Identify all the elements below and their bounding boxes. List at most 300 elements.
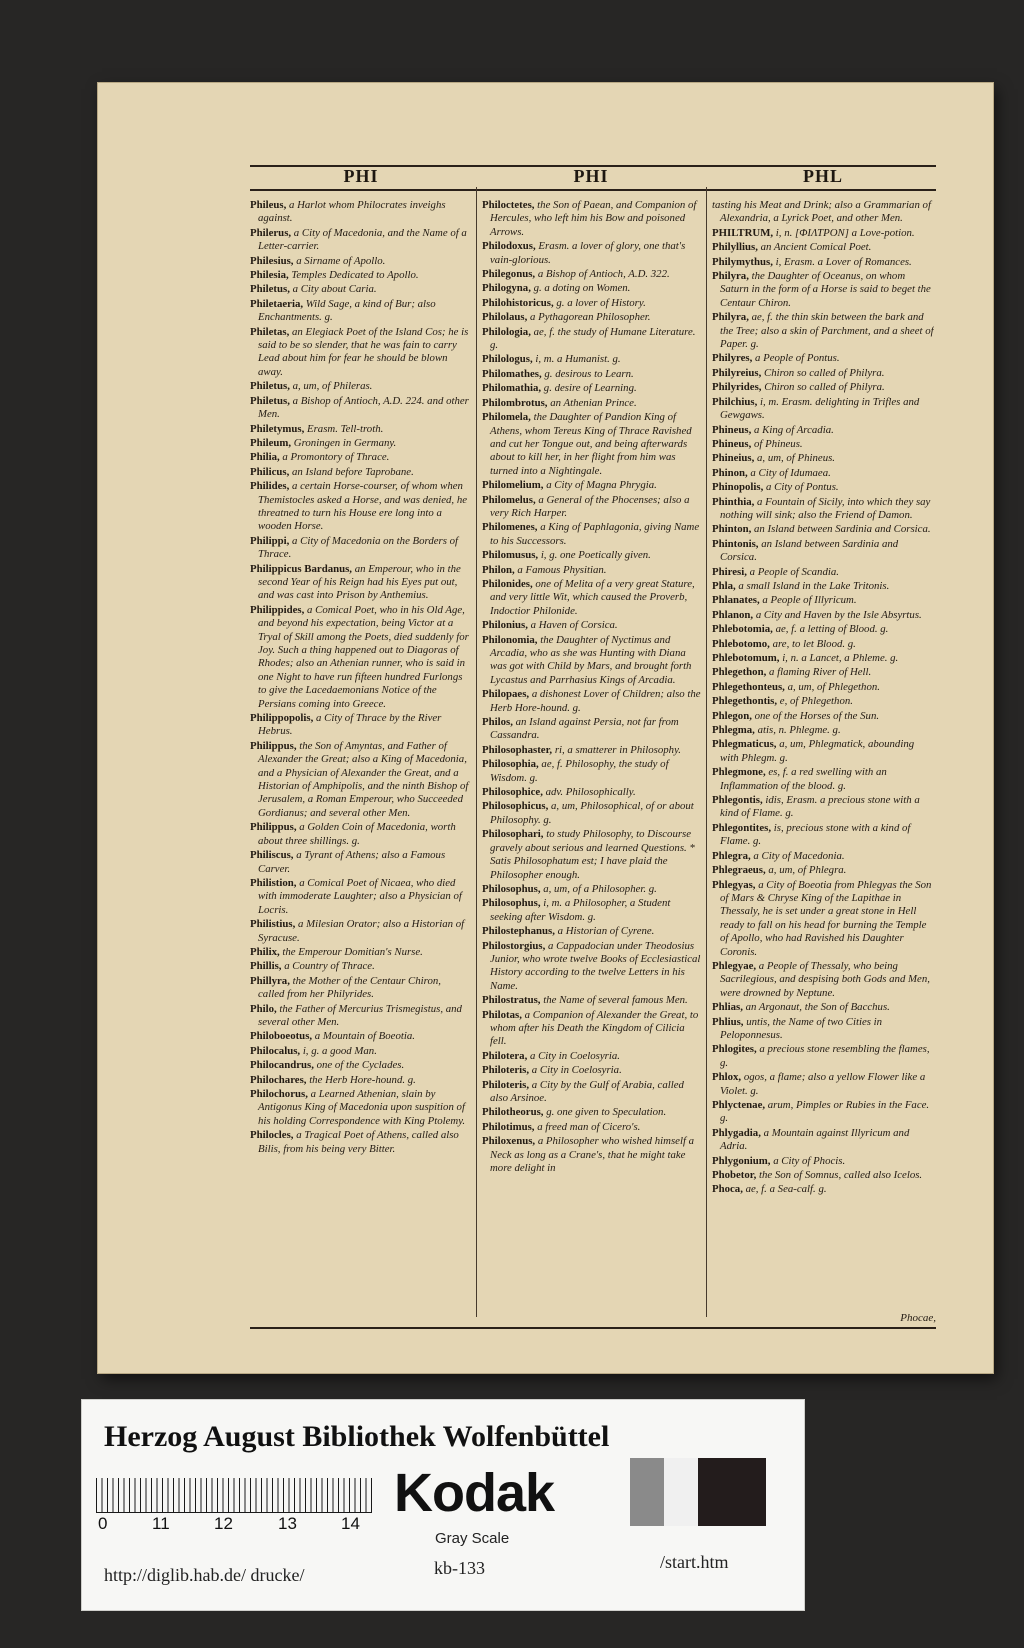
- entry-definition: a Fountain of Sicily, into which they say nothing will sink; also the Friend of Damon.: [720, 495, 931, 521]
- dictionary-entry: [250, 712, 470, 739]
- dictionary-entry: [250, 227, 470, 254]
- entry-definition: a City of Boeotia from Phlegyas the Son of Mars & Chryse King of the Lapithae in Thessaly, he is set under a great stone in Hell ready to fall on his head for burning the Temple of Apollo, who had Ravished his Daughter Coronis.: [720, 878, 932, 958]
- entry-definition: the Son of Amyntas, and Father of Alexander the Great; also a King of Macedonia, and a Physician of Alexander the Great, and a Historian of Amphipolis, and the ninth Bishop of Jerusalem, a Roman Emperour, who Succeeded Gordianus; and several other Men.: [258, 739, 469, 819]
- entry-definition: one of the Cyclades.: [316, 1059, 405, 1072]
- entry-definition: a precious stone resembling the flames, g.: [720, 1043, 930, 1069]
- dictionary-entry: [712, 367, 934, 380]
- entry-definition: the Daughter of Nyctimus and Arcadia, who as she was Hunting with Diana was got with Child by Mars, and brought forth Lycastus and Parrhasius Kings of Arcadia.: [490, 633, 692, 686]
- dictionary-entry: [482, 240, 702, 267]
- entry-definition: Erasm. Tell-troth.: [307, 422, 384, 435]
- dictionary-entry: [250, 563, 470, 603]
- entry-headword: Philyra,: [712, 270, 749, 283]
- dictionary-entry: [712, 695, 934, 708]
- dictionary-entry: [482, 1009, 702, 1049]
- entry-headword: Philistius,: [250, 918, 296, 931]
- dictionary-entry: [712, 580, 934, 593]
- dictionary-entry: [250, 960, 470, 973]
- entry-headword: Phlegon,: [712, 709, 752, 722]
- dictionary-entry: [250, 849, 470, 876]
- entry-headword: Phintonis,: [712, 537, 759, 550]
- entry-definition: one of Melita of a very great Stature, and very little Wit, which caused the Proverb, Indoctior Philonide.: [490, 577, 695, 617]
- entry-definition: a Philosopher who wished himself a Neck as long as a Crane's, that he might take more delight in: [490, 1135, 695, 1175]
- entry-headword: Phlanon,: [712, 608, 754, 621]
- entry-definition: es, f. a red swelling with an Inflammation of the blood. g.: [720, 766, 887, 792]
- entry-headword: Philonomia,: [482, 633, 538, 646]
- dictionary-entry: [712, 438, 934, 451]
- footer-rule: [250, 1327, 936, 1329]
- dictionary-entry: [712, 467, 934, 480]
- entry-headword: Philoteris,: [482, 1064, 530, 1077]
- entry-headword: Philosophaster,: [482, 743, 553, 756]
- entry-definition: e, of Phlegethon.: [779, 695, 853, 708]
- entry-definition: a Tyrant of Athens; also a Famous Carver.: [258, 849, 446, 875]
- entry-definition: Chiron so called of Philyra.: [764, 366, 885, 379]
- entry-headword: Philomenes,: [482, 521, 538, 534]
- entry-definition: a certain Horse-courser, of whom when Themistocles asked a Horse, and was denied, he threatned to turn his House ere long into a wooden Horse.: [258, 480, 468, 533]
- dictionary-entry: [250, 1030, 470, 1043]
- dictionary-entry: [482, 353, 702, 366]
- entry-definition: a Tragical Poet of Athens, called also Bilis, from his being very Bitter.: [258, 1129, 459, 1155]
- entry-definition: g. desire of Learning.: [543, 382, 637, 395]
- dictionary-entry: [250, 199, 470, 226]
- dictionary-entry: [712, 538, 934, 565]
- dictionary-entry: [482, 1050, 702, 1063]
- entry-definition: i, g. a good Man.: [302, 1044, 377, 1057]
- entry-headword: Philetaeria,: [250, 297, 304, 310]
- entry-headword: PHILTRUM,: [712, 226, 774, 239]
- entry-headword: Phlegontites,: [712, 821, 772, 834]
- entry-definition: the Mother of the Centaur Chiron, called from her Philyrides.: [258, 974, 441, 1001]
- entry-definition: a City of Magna Phrygia.: [546, 479, 657, 492]
- dictionary-entry: [482, 800, 702, 827]
- entry-headword: Philyreius,: [712, 366, 762, 379]
- entry-definition: g. a doting on Women.: [533, 282, 631, 295]
- entry-headword: Phlegethontis,: [712, 695, 778, 708]
- entry-definition: a, um, of a Philosopher. g.: [543, 882, 657, 895]
- entry-headword: Philix,: [250, 945, 280, 958]
- entry-definition: ae, f. a letting of Blood. g.: [775, 623, 889, 636]
- entry-headword: Philosophicus,: [482, 800, 549, 813]
- dictionary-entry: [482, 994, 702, 1007]
- dictionary-entry: [250, 1088, 470, 1128]
- entry-headword: Phlebotomo,: [712, 637, 770, 650]
- entry-headword: Philymythus,: [712, 255, 773, 268]
- entry-headword: Phineius,: [712, 452, 755, 465]
- entry-headword: Philoctetes,: [482, 199, 535, 211]
- entry-headword: Phlegra,: [712, 849, 751, 862]
- dictionary-entry: [712, 396, 934, 423]
- dictionary-entry: [250, 283, 470, 296]
- entry-headword: Philostorgius,: [482, 939, 546, 952]
- dictionary-entry: [482, 883, 702, 896]
- entry-definition: ae, f. the study of Humane Literature. g.: [490, 325, 696, 352]
- dictionary-entry: [482, 634, 702, 688]
- entry-headword: Philistion,: [250, 876, 297, 889]
- dictionary-entry: [482, 758, 702, 785]
- entry-definition: a City and Haven by the Isle Absyrtus.: [755, 608, 922, 621]
- entry-definition: a People of Thessaly, who being Sacrilegious, and despising both Gods and Men, were drowned by Neptune.: [720, 959, 930, 999]
- entry-definition: a Milesian Orator; also a Historian of Syracuse.: [258, 918, 465, 944]
- dictionary-entry: [250, 1045, 470, 1058]
- gray-scale-swatches: [630, 1458, 766, 1526]
- entry-definition: of Phineus.: [754, 437, 803, 450]
- dictionary-entry: [712, 822, 934, 849]
- dictionary-entry: [250, 1074, 470, 1087]
- dictionary-entry: [712, 1183, 934, 1196]
- entry-definition: a City of Macedonia on the Borders of Thrace.: [258, 534, 459, 561]
- entry-definition: atis, n. Phlegme. g.: [757, 724, 841, 737]
- dictionary-entry: [712, 311, 934, 351]
- entry-definition: a General of the Phocenses; also a very Rich Harper.: [490, 493, 690, 519]
- dictionary-entry: [712, 652, 934, 665]
- entry-headword: Phobetor,: [712, 1169, 757, 1182]
- dictionary-entry: [482, 786, 702, 799]
- entry-headword: Philippopolis,: [250, 712, 314, 725]
- entry-headword: Philocalus,: [250, 1044, 301, 1057]
- dictionary-entry: [712, 352, 934, 365]
- entry-definition: a People of Pontus.: [755, 352, 840, 365]
- dictionary-entry: [482, 744, 702, 757]
- entry-headword: Philotera,: [482, 1049, 528, 1062]
- dictionary-entry: [712, 1099, 934, 1126]
- entry-headword: Philippus,: [250, 821, 297, 834]
- entry-headword: Philombrotus,: [482, 396, 548, 409]
- dictionary-entry: [250, 480, 470, 534]
- entry-headword: Phileum,: [250, 436, 292, 449]
- entry-headword: Philetus,: [250, 380, 290, 393]
- dictionary-entry: [482, 1064, 702, 1077]
- entry-headword: Philomela,: [482, 411, 531, 424]
- entry-definition: to study Philosophy, to Discourse gravely about serious and learned Questions. * Satis Philosophatum est; I have plaid the Philosopher enough.: [490, 828, 695, 881]
- entry-headword: Phinon,: [712, 466, 748, 479]
- entry-headword: Phiresi,: [712, 565, 747, 578]
- entry-headword: Philegonus,: [482, 268, 536, 281]
- entry-definition: a City of Pontus.: [766, 481, 839, 494]
- entry-definition: a City of Macedonia.: [753, 849, 845, 862]
- entry-headword: Phinton,: [712, 523, 752, 536]
- entry-definition: g. desirous to Learn.: [544, 367, 634, 380]
- dictionary-entry: [250, 395, 470, 422]
- dictionary-entry: [482, 494, 702, 521]
- column-head-3: PHL: [802, 166, 843, 186]
- dictionary-entry: [712, 850, 934, 863]
- entry-definition: a City of Idumaea.: [750, 466, 831, 479]
- dictionary-entry: [712, 1169, 934, 1182]
- entry-definition: i, Erasm. a Lover of Romances.: [775, 255, 912, 268]
- entry-headword: Philochares,: [250, 1073, 307, 1086]
- dictionary-entry: [482, 368, 702, 381]
- column-head-1: PHI: [343, 166, 379, 186]
- entry-headword: Philicus,: [250, 465, 290, 478]
- dictionary-entry: [250, 946, 470, 959]
- entry-headword: Philosophari,: [482, 828, 544, 841]
- entry-definition: a Historian of Cyrene.: [557, 925, 655, 938]
- entry-headword: Philetas,: [250, 325, 290, 338]
- dictionary-entry: [712, 623, 934, 636]
- entry-definition: a dishonest Lover of Children; also the Herb Hore-hound. g.: [490, 688, 701, 714]
- entry-definition: a freed man of Cicero's.: [537, 1120, 641, 1133]
- dictionary-entry: [250, 1003, 470, 1030]
- dictionary-entry: [482, 411, 702, 478]
- entry-headword: Philomelium,: [482, 479, 544, 492]
- dictionary-entry: [712, 794, 934, 821]
- dictionary-entry: [250, 821, 470, 848]
- entry-headword: Philoteris,: [482, 1078, 530, 1091]
- dictionary-entry: [250, 975, 470, 1002]
- dictionary-entry: [712, 424, 934, 437]
- entry-definition: a People of Illyricum.: [762, 594, 857, 607]
- entry-headword: Phineus,: [712, 423, 752, 436]
- dictionary-entry: [712, 609, 934, 622]
- entry-headword: Philostratus,: [482, 994, 541, 1007]
- entry-definition: untis, the Name of two Cities in Peloponnesus.: [720, 1015, 883, 1041]
- entry-headword: Philetus,: [250, 394, 290, 407]
- dictionary-entry: [482, 1106, 702, 1119]
- entry-headword: Philoxenus,: [482, 1135, 536, 1148]
- entry-headword: Philosophia,: [482, 758, 539, 771]
- entry-definition: i, g. one Poetically given.: [540, 549, 651, 562]
- entry-definition: tasting his Meat and Drink; also a Grammarian of Alexandria, a Lyrick Poet, and other Men.: [712, 199, 931, 225]
- dictionary-entry: [482, 619, 702, 632]
- entry-definition: a Golden Coin of Macedonia, worth about three shillings. g.: [258, 821, 456, 847]
- entry-definition: an Island against Persia, not far from Cassandra.: [490, 716, 679, 742]
- dictionary-entry: [482, 688, 702, 715]
- entry-headword: Philocandrus,: [250, 1059, 314, 1072]
- dictionary-entry: [250, 466, 470, 479]
- entry-definition: adv. Philosophically.: [545, 786, 636, 799]
- dictionary-entry: [712, 960, 934, 1000]
- dictionary-entry: [712, 879, 934, 959]
- entry-definition: a, um, of Phlegethon.: [787, 680, 880, 693]
- ruler-label: 13: [278, 1514, 297, 1533]
- dictionary-column-1: [250, 199, 470, 1319]
- entry-definition: the Daughter of Oceanus, on whom Saturn in the form of a Horse is said to beget the Centaur Chiron.: [720, 270, 931, 309]
- dictionary-entry: [250, 604, 470, 711]
- dictionary-entry: [712, 566, 934, 579]
- entry-headword: Philohistoricus,: [482, 296, 554, 309]
- entry-headword: Philippicus Bardanus,: [250, 562, 353, 575]
- page-text-block: [250, 165, 936, 1335]
- dictionary-entry: [712, 256, 934, 269]
- entry-headword: Phlias,: [712, 1001, 743, 1014]
- plate-id: kb-133: [434, 1558, 485, 1578]
- entry-definition: Groningen in Germany.: [293, 436, 397, 449]
- entry-definition: are, to let Blood. g.: [772, 637, 856, 650]
- entry-headword: Philchius,: [712, 395, 758, 408]
- entry-headword: Philosophus,: [482, 897, 541, 910]
- entry-headword: Phillis,: [250, 960, 282, 973]
- entry-definition: a Companion of Alexander the Great, to whom after his Death the Kingdom of Cilicia fell.: [490, 1008, 699, 1048]
- dictionary-entry: [482, 940, 702, 994]
- entry-definition: Erasm. a lover of glory, one that's vain-glorious.: [490, 240, 686, 266]
- dictionary-entry: [250, 437, 470, 450]
- dictionary-entry: [482, 326, 702, 353]
- entry-headword: Philosophice,: [482, 786, 543, 799]
- dictionary-entry: [712, 666, 934, 679]
- entry-headword: Philesius,: [250, 254, 294, 267]
- dictionary-entry: [712, 1001, 934, 1014]
- dictionary-entry: [250, 326, 470, 380]
- dictionary-entry: [482, 199, 702, 239]
- entry-definition: an Ancient Comical Poet.: [760, 241, 872, 254]
- library-title: Herzog August Bibliothek Wolfenbüttel: [104, 1420, 610, 1453]
- entry-headword: Philomathia,: [482, 382, 542, 395]
- dictionary-entry: [482, 716, 702, 743]
- dictionary-entry: [712, 710, 934, 723]
- entry-definition: an Athenian Prince.: [550, 396, 637, 409]
- entry-definition: a King of Paphlagonia, giving Name to his Successors.: [490, 521, 700, 547]
- entry-definition: g. one given to Speculation.: [546, 1106, 667, 1119]
- dictionary-entry: [712, 681, 934, 694]
- entry-definition: a Comical Poet, who in his Old Age, and beyond his expectation, being Victor at a Tryal of Skill among the Poets, died suddenly for Joy. Such a thing happened out to Diagoras of Rhodes; also an Athenian runner, who is said in one Night to have run fifteen hundred Furlongs to give the Lacedaemonians Notice of the Persians coming into Greece.: [258, 603, 469, 710]
- dictionary-entry: [712, 766, 934, 793]
- ruler-label: 0: [98, 1514, 108, 1533]
- dictionary-entry: [712, 381, 934, 394]
- dictionary-entry: [712, 270, 934, 310]
- entry-definition: the Emperour Domitian's Nurse.: [282, 945, 423, 958]
- entry-headword: Philoboeotus,: [250, 1030, 313, 1043]
- dictionary-entry: [250, 877, 470, 917]
- column-divider: [476, 187, 477, 1317]
- entry-headword: Philochorus,: [250, 1088, 308, 1100]
- gray-scale-label: Gray Scale: [435, 1530, 510, 1547]
- entry-definition: ae, f. a Sea-calf. g.: [745, 1183, 827, 1196]
- entry-definition: Wild Sage, a kind of Bur; also Enchantments. g.: [258, 297, 436, 324]
- dictionary-entry: [250, 1059, 470, 1072]
- dictionary-entry: [250, 298, 470, 325]
- entry-definition: a, um, of Phileras.: [292, 380, 373, 393]
- entry-definition: a flaming River of Hell.: [769, 666, 872, 679]
- entry-headword: Philetus,: [250, 283, 290, 296]
- entry-definition: an Island before Taprobane.: [292, 465, 414, 478]
- column-head-2: PHI: [573, 166, 609, 186]
- entry-headword: Philostephanus,: [482, 925, 555, 938]
- entry-headword: Phlegethonteus,: [712, 680, 785, 693]
- entry-definition: a Country of Thrace.: [284, 960, 375, 973]
- entry-definition: a City in Coelosyria.: [529, 1049, 620, 1062]
- entry-headword: Phineus,: [712, 437, 752, 450]
- dictionary-entry: [482, 1079, 702, 1106]
- entry-definition: a City by the Gulf of Arabia, called also Arsinoe.: [490, 1078, 684, 1104]
- entry-headword: Phlox,: [712, 1071, 742, 1084]
- entry-headword: Philosophus,: [482, 882, 541, 895]
- entry-headword: Philerus,: [250, 226, 292, 239]
- entry-definition: is, precious stone with a kind of Flame. g.: [720, 821, 911, 848]
- entry-definition: idis, Erasm. a precious stone with a kind of Flame. g.: [720, 794, 920, 820]
- entry-headword: Philocles,: [250, 1129, 294, 1142]
- entry-definition: the Daughter of Pandion King of Athens, whom Tereus King of Thrace Ravished and cut her Tongue out, and being afterwards about to kill her, in her flight from him was turned into a Nightingale.: [490, 411, 692, 477]
- entry-headword: Philo,: [250, 1002, 277, 1015]
- entry-definition: a People of Scandia.: [749, 565, 839, 578]
- dictionary-entry: [482, 479, 702, 492]
- entry-definition: a small Island in the Lake Tritonis.: [738, 579, 890, 592]
- entry-headword: Philippus,: [250, 739, 297, 752]
- entry-headword: Philon,: [482, 563, 515, 576]
- dictionary-entry: [482, 925, 702, 938]
- dictionary-entry: [712, 481, 934, 494]
- entry-headword: Phlogites,: [712, 1043, 757, 1056]
- entry-definition: the Herb Hore-hound. g.: [309, 1073, 416, 1086]
- entry-headword: Philodoxus,: [482, 240, 536, 253]
- entry-headword: Phlygadia,: [712, 1126, 761, 1139]
- entry-definition: the Name of several famous Men.: [543, 994, 688, 1007]
- dictionary-entry: [482, 828, 702, 882]
- header-rule-lower: [250, 189, 936, 191]
- entry-headword: Phlegethon,: [712, 666, 767, 679]
- entry-definition: an Elegiack Poet of the Island Cos; he is said to be so slender, that he was fain to carry Lead about him for fear he should be blown away.: [258, 325, 469, 378]
- dictionary-entry: [712, 1043, 934, 1070]
- dictionary-entry: [482, 268, 702, 281]
- entry-definition: a City in Coelosyria.: [531, 1064, 622, 1077]
- ruler-ticks: [96, 1478, 372, 1513]
- entry-definition: i, n. a Lancet, a Phleme. g.: [782, 652, 899, 664]
- entry-definition: an Island between Sardinia and Corsica.: [754, 523, 931, 536]
- entry-headword: Philesia,: [250, 269, 289, 282]
- entry-definition: a City about Caria.: [292, 283, 377, 296]
- dictionary-entry: [482, 521, 702, 548]
- measurement-ruler: [96, 1478, 372, 1533]
- entry-headword: Phlegontis,: [712, 794, 763, 807]
- entry-definition: the Son of Somnus, called also Icelos.: [759, 1169, 923, 1182]
- dictionary-entry: [712, 1016, 934, 1043]
- entry-headword: Philogyna,: [482, 282, 531, 295]
- dictionary-entry: [712, 452, 934, 465]
- dictionary-entry: [482, 564, 702, 577]
- entry-definition: the Son of Paean, and Companion of Hercules, who left him his Bow and poisoned Arrows.: [490, 199, 697, 238]
- dictionary-entry: [482, 1135, 702, 1175]
- entry-headword: Philyres,: [712, 352, 753, 365]
- dictionary-entry: [482, 1121, 702, 1134]
- entry-definition: a Famous Physitian.: [517, 563, 607, 576]
- dictionary-entry: [482, 311, 702, 324]
- dictionary-entry: [250, 535, 470, 562]
- entry-headword: Philos,: [482, 716, 513, 729]
- entry-headword: Philides,: [250, 480, 290, 493]
- entry-definition: Temples Dedicated to Apollo.: [291, 269, 419, 282]
- entry-headword: Phlegyas,: [712, 878, 756, 891]
- entry-definition: i, m. a Philosopher, a Student seeking after Wisdom. g.: [490, 897, 671, 923]
- start-page-link: /start.htm: [660, 1552, 729, 1572]
- dictionary-entry: [250, 423, 470, 436]
- ruler-label: 12: [214, 1514, 233, 1533]
- dictionary-entry: [250, 269, 470, 282]
- entry-definition: a Mountain of Boeotia.: [314, 1030, 415, 1043]
- entry-definition: a, um, Philosophical, of or about Philosophy. g.: [490, 800, 694, 826]
- entry-headword: Phinthia,: [712, 495, 755, 508]
- entry-definition: a City of Phocis.: [773, 1154, 846, 1167]
- entry-definition: a Harlot whom Philocrates inveighs against.: [258, 199, 446, 225]
- entry-definition: a, um, of Phlegra.: [768, 864, 847, 877]
- entry-headword: Philia,: [250, 451, 280, 464]
- kodak-logo: Kodak: [394, 1463, 555, 1523]
- dictionary-entry: [712, 1127, 934, 1154]
- entry-definition: a Comical Poet of Nicaea, who died with immoderate Laughter; also a Physician of Locris.: [258, 876, 462, 916]
- entry-definition: a Bishop of Antioch, A.D. 224. and other Men.: [258, 394, 469, 421]
- dictionary-entry: [482, 297, 702, 310]
- entry-headword: Phlebotomum,: [712, 652, 780, 664]
- entry-headword: Phillyra,: [250, 974, 290, 987]
- entry-headword: Phileus,: [250, 199, 287, 211]
- entry-headword: Philomathes,: [482, 367, 542, 380]
- book-page: [98, 83, 993, 1373]
- dictionary-entry: [712, 1155, 934, 1168]
- entry-definition: a Promontory of Thrace.: [282, 451, 390, 464]
- entry-definition: Chiron so called of Philyra.: [764, 381, 885, 394]
- catchword: Phocae,: [900, 1312, 936, 1324]
- entry-headword: Phlanates,: [712, 594, 760, 607]
- dictionary-entry: [712, 227, 934, 240]
- entry-headword: Philonides,: [482, 577, 533, 590]
